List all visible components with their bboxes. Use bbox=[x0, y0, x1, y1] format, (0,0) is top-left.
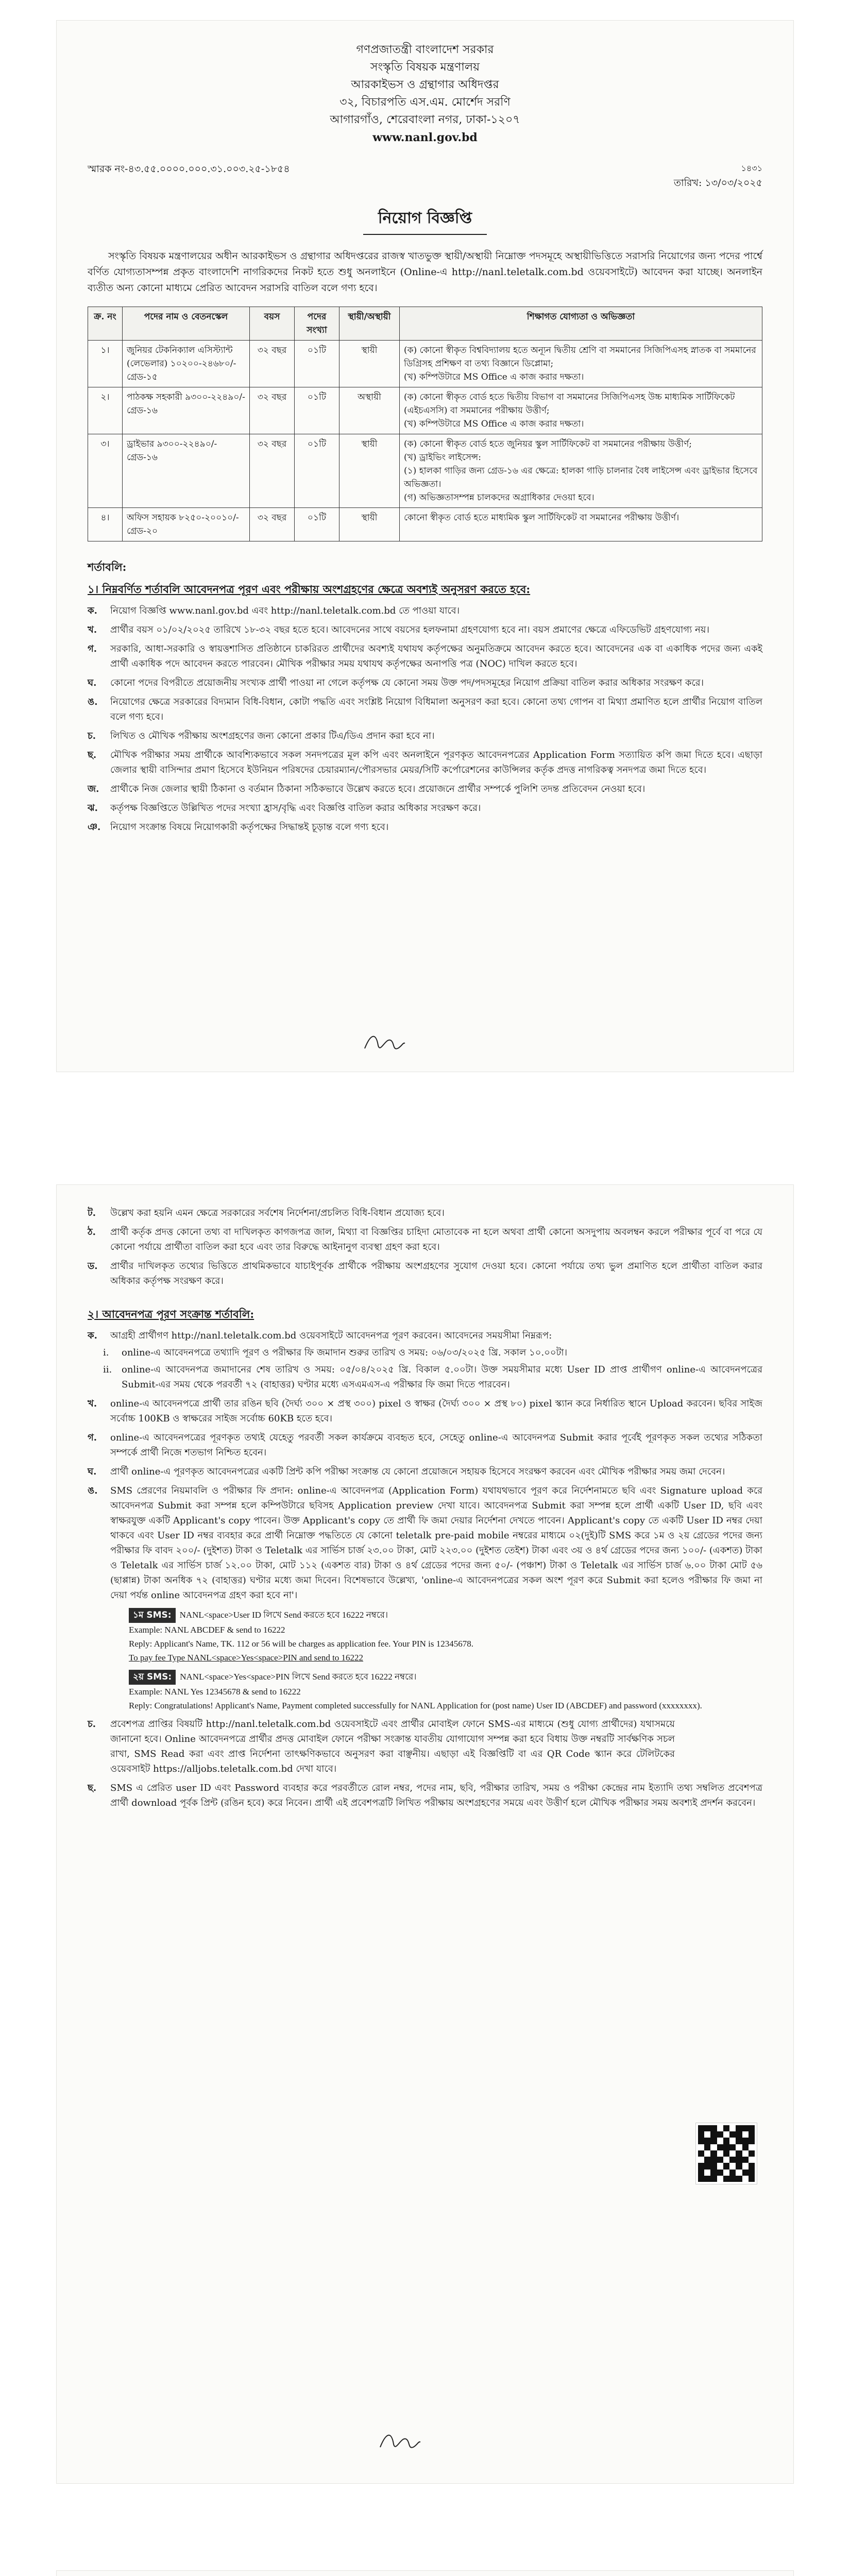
item-text: প্রবেশপত্র প্রাপ্তির বিষয়টি http://nanl.teletalk.com.bd ওয়েবসাইটে এবং প্রার্থীর মোবাইল ফোনে SMS-এর মাধ্যমে (শুধু যোগ্য প্রার্থীদের) যথাসময়ে জানানো হবে। Online আবেদনপত্রে প্রার্থীর প্রদত্ত মোবাইল ফোনে পরীক্ষা সংক্রান্ত যাবতীয় যোগাযোগ সম্পন্ন করা হবে বিধায় উক্ত নম্বরটি সার্বক্ষণিক সচল রাখা, SMS Read করা এবং প্রাপ্ত নির্দেশনা তাৎক্ষণিকভাবে অনুসরণ করা বাঞ্ছনীয়। এছাড়া এই বিজ্ঞপ্তিটি বা এর QR Code স্ক্যান করে টেলিটকের ওয়েবসাইট https://alljobs.teletalk.com.bd দেখা যাবে। bbox=[110, 1719, 675, 1774]
cell-qualification bbox=[400, 508, 762, 541]
cell-type: অস্থায়ী bbox=[339, 387, 400, 434]
section-2-heading: ২। আবেদনপত্র পূরণ সংক্রান্ত শর্তাবলি: bbox=[88, 1308, 254, 1320]
item-text: প্রার্থী কর্তৃক প্রদত্ত কোনো তথ্য বা দাখিলকৃত কাগজপত্র জাল, মিথ্যা বা বিজ্ঞপ্তির চাহিদা মোতাবেক না হলে অথবা প্রার্থী কোনো অসদুপায় অবলম্বন করলে পরীক্ষার পূর্বে বা পরে যে কোনো পর্যায়ে প্রার্থীতা বাতিল করা হবে এবং তার বিরুদ্ধে আইনানুগ ব্যবস্থা গ্রহণ করা হবে। bbox=[110, 1227, 762, 1252]
list-item bbox=[88, 1781, 762, 1810]
notice-title: নিয়োগ বিজ্ঞপ্তি bbox=[363, 206, 487, 235]
letterhead bbox=[57, 21, 793, 146]
address-line-2: আগারগাঁও, শেরেবাংলা নগর, ঢাকা-১২০৭ bbox=[330, 113, 520, 126]
timeline-text: online-এ আবেদনপত্রে তথ্যাদি পূরণ ও পরীক্ষার ফি জমাদান শুরুর তারিখ ও সময়: ০৬/০৩/২০২৫ খ্রি. সকাল ১০.০০টা। bbox=[122, 1347, 568, 1358]
timeline-item bbox=[103, 1345, 762, 1360]
list-item bbox=[88, 1396, 762, 1426]
item-label: ছ. bbox=[88, 1783, 97, 1793]
cell-age: ৩২ বছর bbox=[250, 341, 295, 387]
list-item bbox=[88, 1206, 762, 1221]
cell-sl: ২। bbox=[88, 387, 123, 434]
item-text: কোনো পদের বিপরীতে প্রয়োজনীয় সংখ্যক প্রার্থী পাওয়া না গেলে কর্তৃপক্ষ যে কোনো সময় উক্ত পদ/পদসমূহের নিয়োগ প্রক্রিয়া বাতিল করার অধিকার সংরক্ষণ করে। bbox=[110, 677, 704, 688]
cell-count: ০১টি bbox=[295, 434, 339, 508]
item-text: আগ্রহী প্রার্থীগণ http://nanl.teletalk.com.bd ওয়েবসাইটে আবেদনপত্র পূরণ করবেন। আবেদনের সময়সীমা নিম্নরূপ: bbox=[110, 1330, 552, 1341]
list-item bbox=[88, 1717, 675, 1776]
website-link[interactable]: www.nanl.gov.bd bbox=[372, 131, 478, 144]
cell-type: স্থায়ী bbox=[339, 508, 400, 541]
qualification-line: (খ) ড্রাইভিং লাইসেন্স: bbox=[404, 452, 481, 463]
list-item bbox=[88, 622, 762, 637]
list-item bbox=[88, 641, 762, 671]
item-text: নিয়োগের ক্ষেত্রে সরকারের বিদ্যমান বিধি-বিধান, কোটা পদ্ধতি এবং সংশ্লিষ্ট নিয়োগ বিধিমালা অনুসরণ করা হবে। কোনো তথ্য গোপন বা মিথ্যা প্রমাণিত হলে প্রার্থীর নিয়োগ বাতিল বলে গণ্য হবে। bbox=[110, 697, 762, 722]
item-label: ক. bbox=[88, 1330, 97, 1341]
qualification-line: কোনো স্বীকৃত বোর্ড হতে মাধ্যমিক স্কুল সার্টিফিকেট বা সমমানের পরীক্ষায় উত্তীর্ণ। bbox=[404, 513, 679, 523]
section-2-list bbox=[88, 1328, 762, 1810]
cell-qualification bbox=[400, 434, 762, 508]
list-item bbox=[88, 728, 762, 743]
cell-post: ড্রাইভার ৯৩০০-২২৪৯০/- গ্রেড-১৬ bbox=[123, 434, 250, 508]
col-header-post: পদের নাম ও বেতনস্কেল bbox=[123, 307, 250, 341]
section-1-heading: ১। নিম্নবর্ণিত শর্তাবলি আবেদনপত্র পূরণ এবং পরীক্ষায় অংশগ্রহণের ক্ষেত্রে অবশ্যই অনুসরণ করতে হবে: bbox=[88, 583, 531, 596]
item-text: উল্লেখ করা হয়নি এমন ক্ষেত্রে সরকারের সর্বশেষ নির্দেশনা/প্রচলিত বিধি-বিধান প্রযোজ্য হবে। bbox=[110, 1208, 445, 1218]
sms-2-tag: ২য় SMS: bbox=[129, 1670, 176, 1685]
table-row bbox=[88, 341, 762, 387]
item-label: গ. bbox=[88, 1432, 97, 1443]
item-text: SMS এ প্রেরিত user ID এবং Password ব্যবহার করে পরবর্তীতে রোল নম্বর, পদের নাম, ছবি, পরীক্ষার তারিখ, সময় ও পরীক্ষা কেন্দ্রের নাম ইত্যাদি তথ্য সম্বলিত প্রবেশপত্র প্রার্থী download পূর্বক প্রিন্ট (রঙিন হবে) করে নিবেন। প্রার্থী এই প্রবেশপত্রটি লিখিত পরীক্ষায় অংশগ্রহণের সময়ে এবং উত্তীর্ণ হলে মৌখিক পরীক্ষার সময় অবশ্যই প্রদর্শন করবেন। bbox=[110, 1783, 762, 1808]
item-label: জ. bbox=[88, 784, 99, 794]
table-header-row bbox=[88, 307, 762, 341]
sms-2-format: NANL<space>Yes<space>PIN লিখে Send করতে হবে 16222 নম্বরে। bbox=[180, 1672, 417, 1682]
qualification-line: (গ) অভিজ্ঞতাসম্পন্ন চালকদের অগ্রাধিকার দেওয়া হবে। bbox=[404, 493, 594, 503]
item-text: নিয়োগ বিজ্ঞপ্তি www.nanl.gov.bd এবং http://nanl.teletalk.com.bd তে পাওয়া যাবে। bbox=[110, 605, 460, 616]
date-value: ১৩/০৩/২০২৫ bbox=[705, 177, 762, 189]
cell-sl: ১। bbox=[88, 341, 123, 387]
sms-1-format: NANL<space>User ID লিখে Send করতে হবে 16222 নম্বরে। bbox=[179, 1610, 388, 1620]
qualification-line: (ক) কোনো স্বীকৃত বিশ্ববিদ্যালয় হতে অন্যূন দ্বিতীয় শ্রেণি বা সমমানের সিজিপিএসহ স্নাতক বা সমমানের ডিগ্রিসহ প্রশিক্ষণ বা তথ্য বিজ্ঞানে ডিপ্লোমা; bbox=[404, 345, 756, 369]
cell-sl: ৩। bbox=[88, 434, 123, 508]
cell-qualification bbox=[400, 387, 762, 434]
qualification-line: (খ) কম্পিউটারে MS Office এ কাজ করার দক্ষতা। bbox=[404, 372, 584, 382]
item-text: online-এ আবেদনপত্রের পূরণকৃত তথ্যই যেহেতু পরবর্তী সকল কার্যক্রমে ব্যবহৃত হবে, সেহেতু online-এ আবেদনপত্র Submit করার পূর্বেই পূরণকৃত সকল তথ্যের সঠিকতা সম্পর্কে প্রার্থী নিজে শতভাগ নিশ্চিত হবেন। bbox=[110, 1432, 762, 1458]
cell-type: স্থায়ী bbox=[339, 341, 400, 387]
sms-2-reply: Reply: Congratulations! Applicant's Name, Payment completed successfully for NANL Application for (post name) User ID (ABCDEF) and password (xxxxxxxx). bbox=[129, 1701, 702, 1710]
item-text: প্রার্থী online-এ পূরণকৃত আবেদনপত্রের একটি প্রিন্ট কপি পরীক্ষা সংক্রান্ত যে কোনো প্রয়োজনে সহায়ক হিসেবে সংরক্ষণ করবেন এবং মৌখিক পরীক্ষার সময় জমা দেবেন। bbox=[110, 1466, 725, 1477]
col-header-age: বয়স bbox=[250, 307, 295, 341]
signature-mark-icon bbox=[376, 2427, 422, 2458]
qualification-line: (১) হালকা গাড়ির জন্য গ্রেড-১৬ এর ক্ষেত্রে: হালকা গাড়ি চালনার বৈধ লাইসেন্স এবং ড্রাইভার হিসেবে অভিজ্ঞতা। bbox=[404, 466, 758, 489]
item-text: প্রার্থীকে নিজ জেলার স্থায়ী ঠিকানা ও বর্তমান ঠিকানা সঠিকভাবে উল্লেখ করতে হবে। প্রয়োজনে প্রার্থীর সম্পর্কে পুলিশি তদন্ত প্রতিবেদন নেওয়া হবে। bbox=[110, 784, 645, 794]
sms-2-line bbox=[129, 1670, 762, 1685]
list-item bbox=[88, 675, 762, 690]
date-label: তারিখ: bbox=[673, 177, 702, 189]
notice-page-1 bbox=[57, 21, 793, 1072]
directorate-name: আরকাইভস ও গ্রন্থাগার অধিদপ্তর bbox=[351, 78, 499, 91]
list-item bbox=[88, 1225, 762, 1255]
col-header-qualification: শিক্ষাগত যোগ্যতা ও অভিজ্ঞতা bbox=[400, 307, 762, 341]
sms-1-line bbox=[129, 1608, 762, 1623]
cell-post: জুনিয়র টেকনিক্যাল এসিস্ট্যান্ট (লেভেলার) ১০২০০-২৪৬৮০/- গ্রেড-১৫ bbox=[123, 341, 250, 387]
col-header-count: পদের সংখ্যা bbox=[295, 307, 339, 341]
list-item bbox=[88, 694, 762, 724]
item-text: লিখিত ও মৌখিক পরীক্ষায় অংশগ্রহণের জন্য কোনো প্রকার টিএ/ডিএ প্রদান করা হবে না। bbox=[110, 731, 435, 741]
item-text: কর্তৃপক্ষ বিজ্ঞপ্তিতে উল্লিখিত পদের সংখ্যা হ্রাস/বৃদ্ধি এবং বিজ্ঞপ্তি বাতিল করার অধিকার সংরক্ষণ করে। bbox=[110, 803, 481, 814]
item-label: গ. bbox=[88, 643, 97, 654]
posts-table bbox=[88, 307, 762, 541]
col-header-type: স্থায়ী/অস্থায়ী bbox=[339, 307, 400, 341]
cell-qualification bbox=[400, 341, 762, 387]
sms-1-pay: To pay fee Type NANL<space>Yes<space>PIN and send to 16222 bbox=[129, 1653, 364, 1663]
timeline-number: i. bbox=[103, 1347, 109, 1358]
timeline-item bbox=[103, 1362, 762, 1392]
list-item bbox=[88, 801, 762, 816]
memo-number: স্মারক নং-৪৩.৫৫.০০০০.০০০.৩১.০০৩.২৫-১৮৫৪ bbox=[88, 163, 290, 175]
cell-type: স্থায়ী bbox=[339, 434, 400, 508]
item-text: সরকারি, আধা-সরকারি ও স্বায়ত্তশাসিত প্রতিষ্ঠানে চাকরিরত প্রার্থীদের অবশ্যই যথাযথ কর্তৃপক্ষের অনুমতিক্রমে আবেদন করতে হবে। আবেদনের এক বা একাধিক পদের জন্য একই প্রার্থী একাধিক পদে আবেদন করতে পারবেন। মৌখিক পরীক্ষার সময় যথাযথ কর্তৃপক্ষের অনাপত্তি পত্র (NOC) দাখিল করতে হবে। bbox=[110, 643, 762, 669]
cell-age: ৩২ বছর bbox=[250, 508, 295, 541]
cell-sl: ৪। bbox=[88, 508, 123, 541]
memo-row bbox=[88, 162, 762, 192]
item-text: মৌখিক পরীক্ষার সময় প্রার্থীকে আবশ্যিকভাবে সকল সনদপত্রের মূল কপি এবং অনলাইনে পূরণকৃত আবেদনপত্রের Application Form সত্যায়িত কপি জমা দিতে হবে। এছাড়া জেলার স্থায়ী বাসিন্দার প্রমাণ হিসেবে ইউনিয়ন পরিষদের চেয়ারম্যান/পৌরসভার মেয়র/সিটি কর্পোরেশনের কাউন্সিলর কর্তৃক প্রদত্ত নাগরিকত্ব সনদপত্র জমা দিতে হবে। bbox=[110, 750, 762, 775]
item-label: ঝ. bbox=[88, 803, 98, 814]
list-item bbox=[88, 1464, 762, 1479]
item-label: ঘ. bbox=[88, 1466, 97, 1477]
timeline-list bbox=[103, 1345, 762, 1392]
item-text: SMS প্রেরণের নিয়মাবলি ও পরীক্ষার ফি প্রদান: online-এ আবেদনপত্র (Application Form) যথাযথভাবে পূরণ করে নির্দেশনামতে ছবি এবং Signature upload করে আবেদনপত্র Submit করা সম্পন্ন হলে কম্পিউটারে ছবিসহ Application preview দেখা যাবে। আবেদনপত্র Submit করা সম্পন্ন হলে প্রার্থী একটি User ID, ছবি এবং স্বাক্ষরযুক্ত একটি Applicant's copy পাবেন। উক্ত Applicant's copy তে প্রার্থী ফি জমা দেয়ার নির্দেশনা দেখতে পাবেন। Applicant's copy তে একটি User ID নম্বর দেয়া থাকবে এবং User ID নম্বর ব্যবহার করে প্রার্থী নিম্নোক্ত পদ্ধতিতে যে কোনো teletalk pre-paid mobile নম্বরের মাধ্যমে ০২(দুই)টি SMS করে ১ম ও ২য় গ্রেডের পদের জন্য পরীক্ষার ফি বাবদ ২০০/- (দুইশত) টাকা ও Teletalk এর সার্ভিস চার্জ ২৩.০০ টাকা, মোট ২২৩.০০ (দুইশত তেইশ) টাকা এবং ৩য় ও ৪র্থ গ্রেডের পদের জন্য ১০০/- (একশত) টাকা ও Teletalk এর সার্ভিস চার্জ ১২.০০ টাকা, মোট ১১২ (একশত বার) টাকা ও ৪র্থ গ্রেডের পদের জন্য ৫০/- (পঞ্চাশ) টাকা ও Teletalk এর সার্ভিস চার্জ ৬.০০ টাকা মোট ৫৬ (ছাপ্পান্ন) টাকা অনধিক ৭২ (বাহাত্তর) ঘণ্টার মধ্যে জমা দিবেন। বিশেষভাবে উল্লেখ্য, 'online-এ আবেদনপত্রের সকল অংশ পূরণ করে Submit করা হলেও পরীক্ষার ফি জমা না দেয়া পর্যন্ত online আবেদনপত্র গ্রহণ করা হবে না'। bbox=[110, 1485, 762, 1601]
list-item bbox=[88, 603, 762, 618]
qualification-line: (খ) কম্পিউটারে MS Office এ কাজ করার দক্ষতা। bbox=[404, 419, 584, 429]
date-year: ১৪৩১ bbox=[741, 163, 762, 173]
cell-age: ৩২ বছর bbox=[250, 387, 295, 434]
item-label: ঘ. bbox=[88, 677, 97, 688]
item-label: ঠ. bbox=[88, 1227, 96, 1238]
item-label: ক. bbox=[88, 605, 97, 616]
list-item bbox=[88, 1483, 762, 1603]
item-text: নিয়োগ সংক্রান্ত বিষয়ে নিয়োগকারী কর্তৃপক্ষের সিদ্ধান্তই চূড়ান্ত বলে গণ্য হবে। bbox=[110, 822, 389, 833]
list-item bbox=[88, 782, 762, 796]
list-item bbox=[88, 748, 762, 777]
cell-age: ৩২ বছর bbox=[250, 434, 295, 508]
cell-post: পাঠকক্ষ সহকারী ৯৩০০-২২৪৯০/- গ্রেড-১৬ bbox=[123, 387, 250, 434]
cell-post: অফিস সহায়ক ৮২৫০-২০০১০/- গ্রেড-২০ bbox=[123, 508, 250, 541]
sms-1-example: Example: NANL ABCDEF & send to 16222 bbox=[129, 1625, 285, 1635]
item-label: ড. bbox=[88, 1261, 98, 1272]
list-item bbox=[88, 1328, 762, 1343]
item-label: চ. bbox=[88, 1719, 96, 1730]
timeline-text: online-এ আবেদনপত্র জমাদানের শেষ তারিখ ও সময়: ০৫/০৪/২০২৫ খ্রি. বিকাল ৫.০০টা। উক্ত সময়সীমার মধ্যে User ID প্রাপ্ত প্রার্থীগণ online-এ আবেদনপত্রের Submit-এর সময় থেকে পরবর্তী ৭২ (বাহাত্তর) ঘণ্টার মধ্যে এসএমএস-এ পরীক্ষার ফি জমা দিতে পারবেন। bbox=[122, 1364, 762, 1390]
signature-mark-icon bbox=[361, 1028, 407, 1059]
table-row bbox=[88, 434, 762, 508]
ministry-name: সংস্কৃতি বিষয়ক মন্ত্রণালয় bbox=[370, 61, 480, 74]
qualification-line: (ক) কোনো স্বীকৃত বোর্ড হতে জুনিয়র স্কুল সার্টিফিকেট বা সমমানের পরীক্ষায় উত্তীর্ণ; bbox=[404, 439, 692, 449]
list-item bbox=[88, 820, 762, 835]
item-label: খ. bbox=[88, 1398, 97, 1409]
item-label: চ. bbox=[88, 731, 96, 741]
item-text: প্রার্থীর দাখিলকৃত তথ্যের ভিত্তিতে প্রাথমিকভাবে যাচাইপূর্বক প্রার্থীকে পরীক্ষায় অংশগ্রহণের সুযোগ দেওয়া হবে। কোনো পর্যায়ে তথ্য ভুল প্রমাণিত হলে প্রার্থীতা বাতিল করার অধিকার কর্তৃপক্ষ সংরক্ষণ করে। bbox=[110, 1261, 762, 1286]
notice-page-3 bbox=[57, 2571, 793, 2576]
list-item bbox=[88, 1430, 762, 1460]
gov-name: গণপ্রজাতন্ত্রী বাংলাদেশ সরকার bbox=[356, 43, 494, 56]
intro-paragraph: সংস্কৃতি বিষয়ক মন্ত্রণালয়ের অধীন আরকাইভস ও গ্রন্থাগার অধিদপ্তরের রাজস্ব খাতভুক্ত স্থায়ী/অস্থায়ী নিম্নোক্ত পদসমূহে অস্থায়ীভিত্তিতে সরাসরি নিয়োগের জন্য পদের পার্শ্বে বর্ণিত যোগ্যতাসম্পন্ন প্রকৃত বাংলাদেশি নাগরিকদের নিকট হতে শুধু অনলাইনে (Online-এ http://nanl.teletalk.com.bd ওয়েবসাইটে) আবেদন করা যাচ্ছে। অনলাইন ব্যতীত অন্য কোনো মাধ্যমে প্রেরিত আবেদন সরাসরি বাতিল বলে গণ্য হবে। bbox=[88, 250, 762, 294]
item-text: online-এ আবেদনপত্রে প্রার্থী তার রঙিন ছবি (দৈর্ঘ্য ৩০০ × প্রস্থ ৩০০) pixel ও স্বাক্ষর (দৈর্ঘ্য ৩০০ × প্রস্থ ৮০) pixel স্ক্যান করে নির্ধারিত স্থানে Upload করবেন। ছবির সাইজ সর্বোচ্চ 100KB ও স্বাক্ষরের সাইজ সর্বোচ্চ 60KB হতে হবে। bbox=[110, 1398, 762, 1424]
conditions-heading: শর্তাবলি: bbox=[88, 561, 127, 573]
table-row bbox=[88, 387, 762, 434]
sms-2-example: Example: NANL Yes 12345678 & send to 16222 bbox=[129, 1687, 301, 1697]
item-label: ঞ. bbox=[88, 822, 101, 833]
section-1-list bbox=[88, 603, 762, 835]
date-box bbox=[674, 162, 762, 192]
item-label: খ. bbox=[88, 624, 97, 635]
sms-1-tag: ১ম SMS: bbox=[129, 1608, 176, 1623]
col-header-sl: ক্র. নং bbox=[88, 307, 123, 341]
table-row bbox=[88, 508, 762, 541]
item-label: ছ. bbox=[88, 750, 97, 760]
item-label: ট. bbox=[88, 1208, 96, 1218]
item-text: প্রার্থীর বয়স ০১/০২/২০২৫ তারিখে ১৮-৩২ বছর হতে হবে। আবেদনের সাথে বয়সের হলফনামা গ্রহণযোগ্য হবে না। বয়স প্রমাণের ক্ষেত্রে এফিডেভিট গ্রহণযোগ্য নয়। bbox=[110, 624, 709, 635]
address-line-1: ৩২, বিচারপতি এস.এম. মোর্শেদ সরণি bbox=[339, 96, 511, 109]
cell-count: ০১টি bbox=[295, 341, 339, 387]
notice-page-2 bbox=[57, 1185, 793, 2483]
item-label: ঙ. bbox=[88, 1485, 98, 1496]
page-2-top-list bbox=[88, 1206, 762, 1289]
qualification-line: (ক) কোনো স্বীকৃত বোর্ড হতে দ্বিতীয় বিভাগ বা সমমানের সিজিপিএসহ উচ্চ মাধ্যমিক সার্টিফিকেট (এইচএসসি) বা সমমানের পরীক্ষায় উত্তীর্ণ; bbox=[404, 392, 735, 416]
alljobs-qr-code-icon[interactable] bbox=[695, 2123, 757, 2184]
item-label: ঙ. bbox=[88, 697, 98, 707]
sms-1-reply: Reply: Applicant's Name, TK. 112 or 56 will be charges as application fee. Your PIN is 12345678. bbox=[129, 1639, 473, 1649]
cell-count: ০১টি bbox=[295, 387, 339, 434]
sms-instructions bbox=[129, 1608, 762, 1713]
list-item bbox=[88, 1259, 762, 1289]
timeline-number: ii. bbox=[103, 1364, 112, 1375]
cell-count: ০১টি bbox=[295, 508, 339, 541]
